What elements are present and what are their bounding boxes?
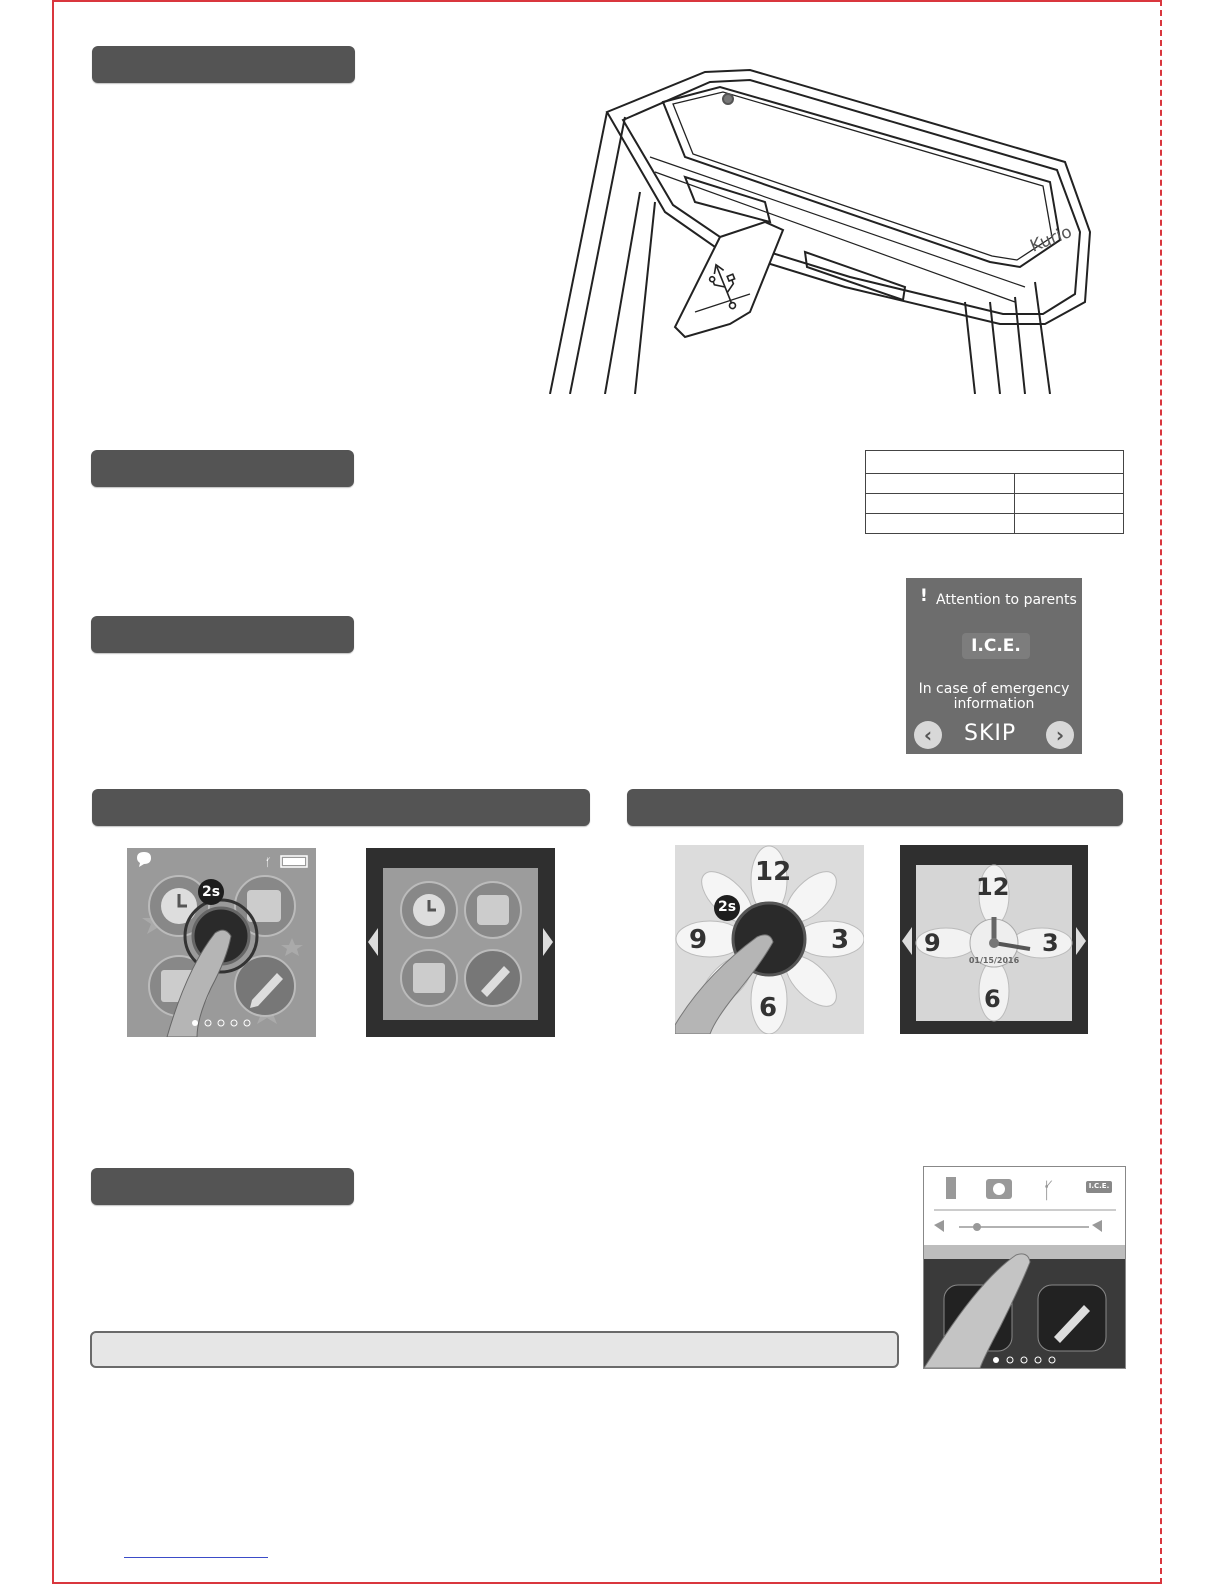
clock-number-6: 6 [984, 985, 1001, 1013]
spec-table [865, 450, 1124, 534]
table-row [866, 514, 1124, 534]
hold-timer-label: 2s [201, 884, 221, 900]
section-bar-2 [91, 450, 354, 487]
arrow-right-icon [543, 928, 553, 956]
clock-number-9: 9 [689, 925, 708, 955]
bluetooth-icon: ᚶ [265, 856, 272, 869]
clock-number-12: 12 [976, 873, 1010, 901]
ice-shortcut-label[interactable]: I.C.E. [1088, 1182, 1110, 1190]
table-row [866, 474, 1124, 494]
arrow-left-icon [368, 928, 378, 956]
flashlight-icon [946, 1177, 956, 1199]
menu-screen-edit [366, 848, 555, 1037]
quick-settings-screen [923, 1166, 1126, 1369]
bluetooth-icon: ᚶ [1042, 1179, 1056, 1204]
section-bar-1 [92, 46, 355, 83]
clock-number-12: 12 [755, 857, 792, 887]
arrow-right-icon[interactable]: › [1046, 721, 1074, 749]
section-bar-3 [91, 616, 354, 653]
watch-usb-illustration [545, 62, 1115, 394]
ice-badge: I.C.E. [962, 633, 1030, 659]
section-bar-5-wide [627, 789, 1123, 826]
note-box [90, 1331, 899, 1368]
clock-screen-hold [675, 845, 864, 1034]
arrow-left-icon [902, 927, 912, 955]
page-border-top [52, 0, 1162, 2]
arrow-left-icon[interactable]: ‹ [914, 721, 942, 749]
ice-attention-text: Attention to parents [936, 592, 1077, 608]
ice-line-1: In case of emergency [918, 681, 1070, 697]
page-border-left [52, 0, 54, 1584]
table-row [866, 494, 1124, 514]
section-bar-4-wide [92, 789, 590, 826]
clock-number-3: 3 [831, 925, 850, 955]
section-bar-6 [91, 1168, 354, 1205]
clock-screen-edit [900, 845, 1088, 1034]
brand-logo-text: Kurio [1027, 221, 1075, 257]
clock-number-9: 9 [924, 929, 941, 957]
ice-line-2: information [953, 696, 1035, 712]
arrow-right-icon [1076, 927, 1086, 955]
menu-screen-hold [127, 848, 316, 1037]
clock-date: 01/15/2016 [968, 956, 1020, 965]
skip-button[interactable]: SKIP [964, 721, 1017, 746]
ice-screen [906, 578, 1082, 754]
table-row [866, 451, 1124, 474]
page-cut-line [1160, 0, 1162, 1584]
footer-link-underline[interactable] [124, 1557, 268, 1558]
clock-number-3: 3 [1042, 929, 1059, 957]
clock-number-6: 6 [759, 993, 778, 1023]
hold-timer-label: 2s [717, 899, 737, 915]
warning-icon: ! [920, 586, 928, 606]
